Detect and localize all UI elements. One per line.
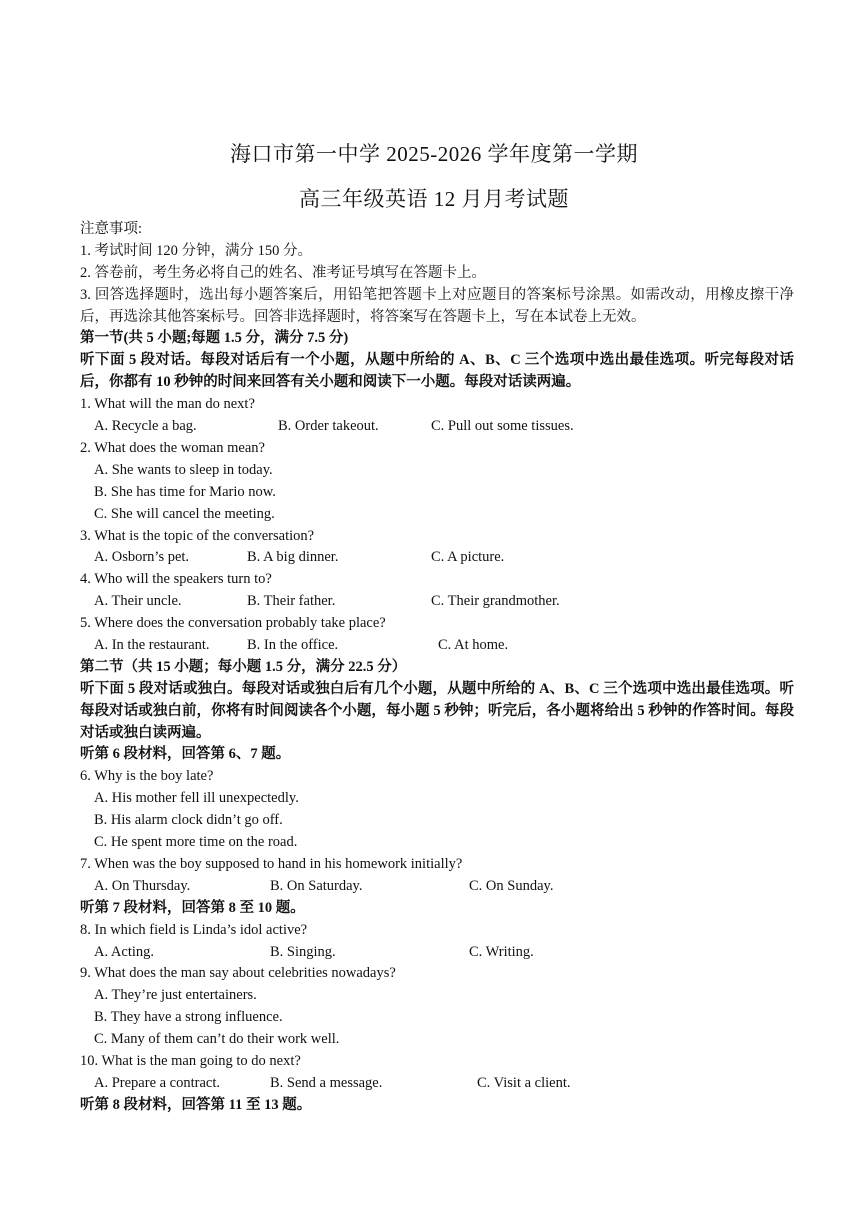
section2-instructions: 听下面 5 段对话或独白。每段对话或独白后有几个小题，从题中所给的 A、B、C 三个选项中选出最佳选项。听每段对话或独白前，你将有时间阅读各个小题，每小题 5 秒钟；听完后，各小题将给出 5 秒钟的作答时间。每段对话或独白读两遍。 <box>80 680 794 741</box>
option <box>80 985 794 1007</box>
question: 6. Why is the boy late? <box>80 768 214 785</box>
option <box>80 1029 794 1051</box>
options-row <box>80 876 794 898</box>
question: 1. What will the man do next? <box>80 396 255 413</box>
question: 9. What does the man say about celebrities nowadays? <box>80 965 396 982</box>
option <box>80 1007 794 1029</box>
section2-heading: 第二节（共 15 小题；每小题 1.5 分，满分 22.5 分） <box>80 658 407 675</box>
option: C. Their grandmother. <box>431 593 560 610</box>
exam-title: 高三年级英语 12 月月考试题 <box>299 187 569 211</box>
question: 7. When was the boy supposed to hand in his homework initially? <box>80 855 463 872</box>
option: C. Pull out some tissues. <box>431 418 574 435</box>
material-heading: 听第 7 段材料，回答第 8 至 10 题。 <box>80 899 305 916</box>
question: 3. What is the topic of the conversation? <box>80 527 315 544</box>
options-row <box>80 635 794 657</box>
exam-body <box>80 219 794 1117</box>
question: 10. What is the man going to do next? <box>80 1052 301 1069</box>
option-text: A. His mother fell ill unexpectedly. <box>94 790 299 807</box>
options-row <box>80 1073 794 1095</box>
question: 5. Where does the conversation probably take place? <box>80 615 386 632</box>
options-row <box>80 547 794 569</box>
option: A. In the restaurant. <box>94 636 210 653</box>
option: B. In the office. <box>247 636 339 653</box>
question: 4. Who will the speakers turn to? <box>80 571 272 588</box>
material-heading: 听第 8 段材料，回答第 11 至 13 题。 <box>80 1096 312 1113</box>
option <box>80 504 794 526</box>
option-text: B. His alarm clock didn’t go off. <box>94 812 283 829</box>
option <box>80 482 794 504</box>
option: B. On Saturday. <box>270 877 363 894</box>
option-text: C. She will cancel the meeting. <box>94 505 275 522</box>
option: B. Order takeout. <box>278 418 379 435</box>
notes-heading: 注意事项: <box>80 221 143 237</box>
option-text: B. She has time for Mario now. <box>94 483 276 500</box>
option: A. Recycle a bag. <box>94 418 197 435</box>
option: A. Acting. <box>94 943 155 960</box>
option: C. On Sunday. <box>469 877 554 894</box>
note-item: 1. 考试时间 120 分钟，满分 150 分。 <box>80 242 312 259</box>
school-title: 海口市第一中学 2025-2026 学年度第一学期 <box>230 142 638 166</box>
option: B. Their father. <box>247 593 336 610</box>
option: A. Osborn’s pet. <box>94 549 190 566</box>
material-heading: 听第 6 段材料，回答第 6、7 题。 <box>80 746 291 763</box>
section1-heading: 第一节(共 5 小题;每题 1.5 分，满分 7.5 分) <box>80 330 349 347</box>
option: C. At home. <box>438 636 509 653</box>
option-text: A. They’re just entertainers. <box>94 987 257 1004</box>
question: 2. What does the woman mean? <box>80 439 265 456</box>
option <box>80 832 794 854</box>
section1-instructions: 听下面 5 段对话。每段对话后有一个小题，从题中所给的 A、B、C 三个选项中选出最佳选项。听完每段对话后，你都有 10 秒钟的时间来回答有关小题和阅读下一小题。每段对话读两遍。 <box>80 352 794 391</box>
option-text: C. He spent more time on the road. <box>94 834 298 851</box>
question: 8. In which field is Linda’s idol active? <box>80 921 308 938</box>
options-row <box>80 591 794 613</box>
note-item: 2. 答卷前，考生务必将自己的姓名、准考证号填写在答题卡上。 <box>80 264 486 281</box>
note-item: 3. 回答选择题时，选出每小题答案后，用铅笔把答题卡上对应题目的答案标号涂黑。如需改动，用橡皮擦干净后，再选涂其他答案标号。回答非选择题时，将答案写在答题卡上，写在本试卷上无效。 <box>80 286 794 325</box>
option-text: A. She wants to sleep in today. <box>94 461 273 478</box>
option: A. Their uncle. <box>94 593 182 610</box>
option: B. Send a message. <box>270 1074 383 1091</box>
option-text: C. Many of them can’t do their work well. <box>94 1031 340 1048</box>
option <box>80 810 794 832</box>
option-text: B. They have a strong influence. <box>94 1009 283 1026</box>
option: C. A picture. <box>431 549 505 566</box>
option: B. Singing. <box>270 943 336 960</box>
option: A. Prepare a contract. <box>94 1074 221 1091</box>
option: A. On Thursday. <box>94 877 191 894</box>
options-row <box>80 942 794 964</box>
option <box>80 788 794 810</box>
option: B. A big dinner. <box>247 549 339 566</box>
option <box>80 460 794 482</box>
option: C. Visit a client. <box>477 1074 571 1091</box>
option: C. Writing. <box>469 943 534 960</box>
options-row <box>80 416 794 438</box>
